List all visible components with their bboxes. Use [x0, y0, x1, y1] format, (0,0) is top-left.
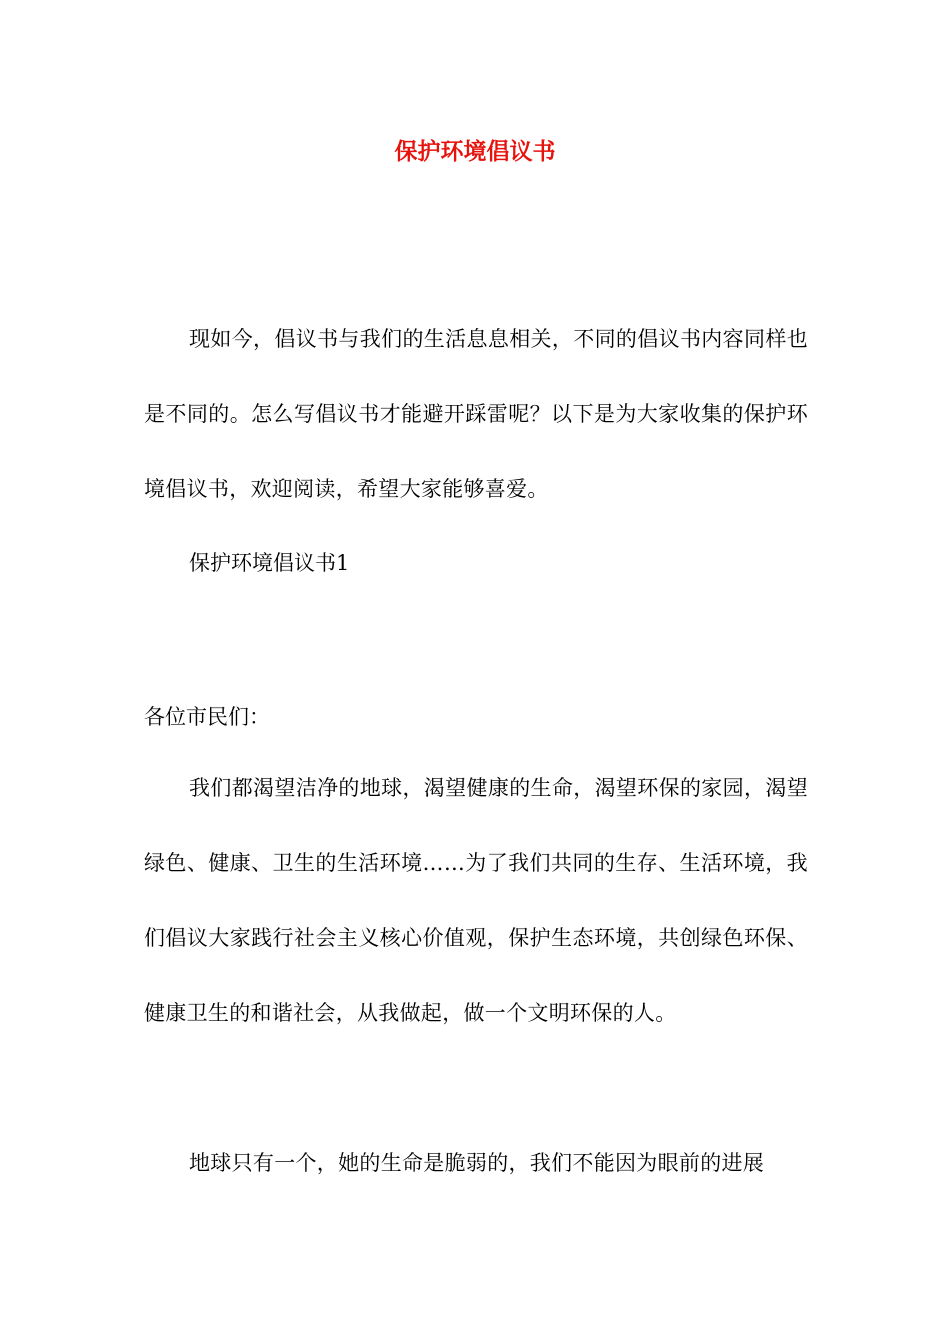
body-paragraph-2: 地球只有一个，她的生命是脆弱的，我们不能因为眼前的进展	[189, 1151, 765, 1175]
intro-paragraph: 现如今，倡议书与我们的生活息息相关，不同的倡议书内容同样也是不同的。怎么写倡议书才能避开踩雷呢？以下是为大家收集的保护环境倡议书，欢迎阅读，希望大家能够喜爱。	[144, 327, 808, 501]
body-paragraph-1: 我们都渴望洁净的地球，渴望健康的生命，渴望环保的家园，渴望绿色、健康、卫生的生活环境……为了我们共同的生存、生活环境，我们倡议大家践行社会主义核心价值观，保护生态环境，共创绿色环保、健康卫生的和谐社会，从我做起，做一个文明环保的人。	[144, 776, 808, 1025]
section-heading: 保护环境倡议书1	[189, 551, 350, 575]
document-title: 保护环境倡议书	[394, 138, 556, 165]
salutation: 各位市民们：	[144, 705, 270, 729]
